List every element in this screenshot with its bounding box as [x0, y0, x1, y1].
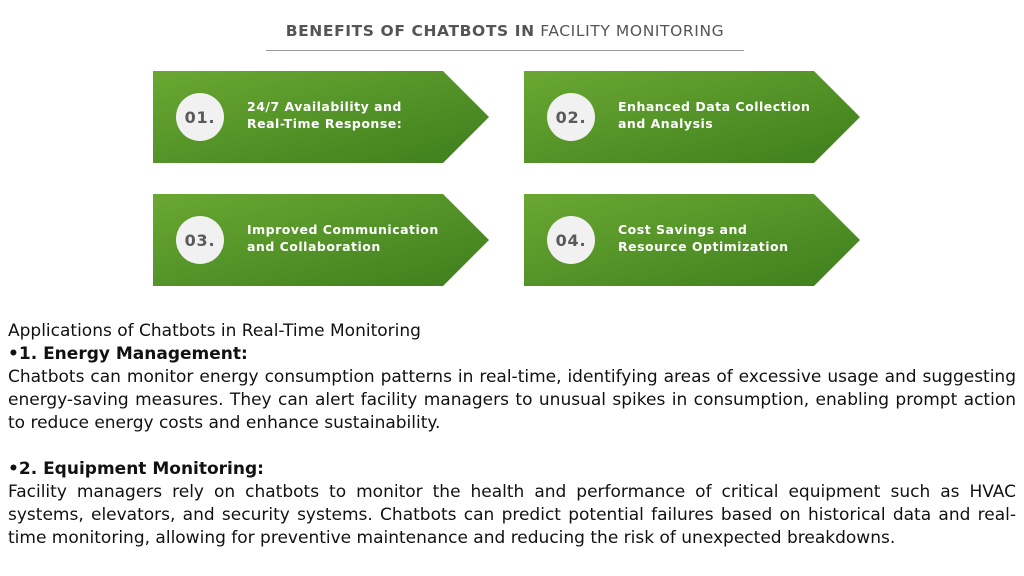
benefit-card-4	[524, 194, 860, 286]
card-label	[247, 222, 457, 255]
benefit-card-2	[524, 71, 860, 163]
benefit-card-1	[153, 71, 489, 163]
title-bold-part: BENEFITS OF CHATBOTS IN	[285, 22, 535, 40]
title-underline	[266, 50, 744, 51]
item-text-equipment: Facility managers rely on chatbots to monitor the health and performance of critical equipment such as HVAC systems, elevators, and security systems. Chatbots can predict potential failures based on historical data and real-time monitoring, allowing for preventive maintenance and reducing the risk of unexpected breakdowns.	[8, 482, 1016, 548]
card-label-line-2: Resource Optimization	[618, 238, 789, 254]
card-label-line-2: and Analysis	[618, 115, 714, 131]
card-label-line-1: 24/7 Availability and	[247, 99, 402, 114]
card-number-badge: 03.	[176, 216, 224, 264]
card-label-line-2: and Collaboration	[247, 238, 381, 254]
card-label	[618, 222, 828, 255]
card-label-line-1: Enhanced Data Collection	[618, 99, 811, 114]
card-number-badge: 01.	[176, 93, 224, 141]
item-heading-energy: •1. Energy Management:	[8, 344, 248, 364]
card-label-line-1: Cost Savings and	[618, 222, 748, 237]
card-label-line-1: Improved Communication	[247, 222, 439, 237]
card-number-badge: 04.	[547, 216, 595, 264]
card-number-badge: 02.	[547, 93, 595, 141]
card-label	[618, 99, 828, 132]
benefit-card-3	[153, 194, 489, 286]
body-content	[8, 320, 1016, 550]
section-title: Applications of Chatbots in Real-Time Monitoring	[8, 321, 421, 341]
title-regular-part: FACILITY MONITORING	[540, 22, 725, 40]
paragraph-spacer	[8, 435, 1016, 458]
card-label-line-2: Real-Time Response:	[247, 115, 403, 131]
card-label	[247, 99, 457, 132]
infographic-title	[266, 22, 744, 40]
item-text-energy: Chatbots can monitor energy consumption patterns in real-time, identifying areas of excessive usage and suggesting energy-saving measures. They can alert facility managers to unusual spikes in consumption, enabling prompt action to reduce energy costs and enhance sustainability.	[8, 367, 1016, 433]
item-heading-equipment: •2. Equipment Monitoring:	[8, 459, 264, 479]
